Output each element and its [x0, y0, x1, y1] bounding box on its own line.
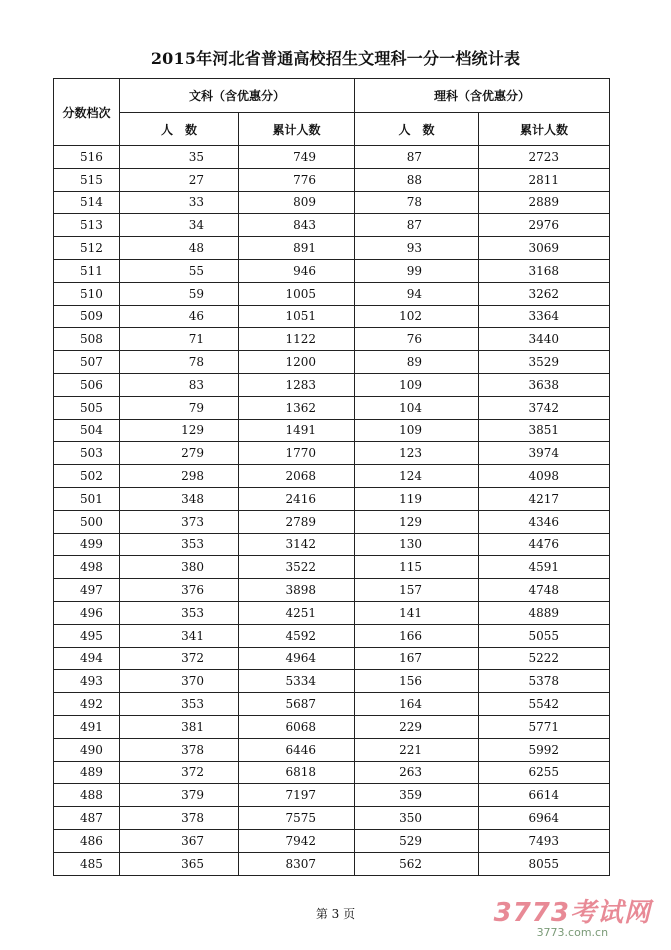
table-row — [54, 807, 610, 830]
like-cumulative-cell: 5222 — [479, 647, 610, 670]
like-cumulative-cell: 6964 — [479, 807, 610, 830]
like-count-cell: 562 — [355, 852, 479, 875]
score-cell: 505 — [54, 396, 120, 419]
like-cumulative-cell: 5542 — [479, 693, 610, 716]
like-cumulative-cell: 6614 — [479, 784, 610, 807]
table-row — [54, 693, 610, 716]
wenke-cumulative-cell: 4592 — [239, 624, 355, 647]
like-cumulative-cell: 3742 — [479, 396, 610, 419]
wenke-count-cell: 83 — [120, 373, 239, 396]
table-row — [54, 259, 610, 282]
header-wenke-cumulative: 累计人数 — [239, 113, 355, 146]
table-row — [54, 396, 610, 419]
wenke-count-cell: 376 — [120, 579, 239, 602]
like-count-cell: 87 — [355, 214, 479, 237]
like-count-cell: 123 — [355, 442, 479, 465]
table-row — [54, 146, 610, 169]
wenke-cumulative-cell: 4964 — [239, 647, 355, 670]
score-cell: 485 — [54, 852, 120, 875]
like-count-cell: 359 — [355, 784, 479, 807]
header-like-cumulative: 累计人数 — [479, 113, 610, 146]
wenke-count-cell: 46 — [120, 305, 239, 328]
wenke-count-cell: 341 — [120, 624, 239, 647]
like-count-cell: 141 — [355, 601, 479, 624]
wenke-count-cell: 79 — [120, 396, 239, 419]
wenke-count-cell: 35 — [120, 146, 239, 169]
wenke-count-cell: 33 — [120, 191, 239, 214]
wenke-cumulative-cell: 1200 — [239, 351, 355, 374]
site-watermark — [494, 892, 651, 939]
wenke-cumulative-cell: 7942 — [239, 829, 355, 852]
table-row — [54, 282, 610, 305]
wenke-cumulative-cell: 1051 — [239, 305, 355, 328]
like-cumulative-cell: 4591 — [479, 556, 610, 579]
score-cell: 490 — [54, 738, 120, 761]
wenke-cumulative-cell: 776 — [239, 168, 355, 191]
score-cell: 509 — [54, 305, 120, 328]
wenke-cumulative-cell: 6818 — [239, 761, 355, 784]
wenke-cumulative-cell: 809 — [239, 191, 355, 214]
score-cell: 487 — [54, 807, 120, 830]
like-count-cell: 99 — [355, 259, 479, 282]
wenke-count-cell: 380 — [120, 556, 239, 579]
like-count-cell: 166 — [355, 624, 479, 647]
watermark-logo: 3773考试网 — [493, 898, 651, 928]
like-cumulative-cell: 3851 — [479, 419, 610, 442]
like-count-cell: 93 — [355, 237, 479, 260]
like-count-cell: 78 — [355, 191, 479, 214]
wenke-cumulative-cell: 8307 — [239, 852, 355, 875]
header-wenke-group: 文科（含优惠分） — [120, 79, 355, 113]
wenke-count-cell: 71 — [120, 328, 239, 351]
score-cell: 502 — [54, 465, 120, 488]
like-count-cell: 102 — [355, 305, 479, 328]
like-cumulative-cell: 3638 — [479, 373, 610, 396]
like-cumulative-cell: 7493 — [479, 829, 610, 852]
like-count-cell: 229 — [355, 715, 479, 738]
table-row — [54, 533, 610, 556]
wenke-cumulative-cell: 2789 — [239, 510, 355, 533]
like-cumulative-cell: 2889 — [479, 191, 610, 214]
table-row — [54, 351, 610, 374]
table-row — [54, 191, 610, 214]
score-cell: 491 — [54, 715, 120, 738]
table-row — [54, 601, 610, 624]
like-count-cell: 221 — [355, 738, 479, 761]
table-row — [54, 829, 610, 852]
score-cell: 506 — [54, 373, 120, 396]
score-cell: 488 — [54, 784, 120, 807]
score-cell: 493 — [54, 670, 120, 693]
like-count-cell: 167 — [355, 647, 479, 670]
wenke-cumulative-cell: 3898 — [239, 579, 355, 602]
score-cell: 494 — [54, 647, 120, 670]
wenke-count-cell: 373 — [120, 510, 239, 533]
like-count-cell: 119 — [355, 487, 479, 510]
like-count-cell: 89 — [355, 351, 479, 374]
like-count-cell: 350 — [355, 807, 479, 830]
table-row — [54, 373, 610, 396]
wenke-cumulative-cell: 1122 — [239, 328, 355, 351]
like-cumulative-cell: 5992 — [479, 738, 610, 761]
wenke-count-cell: 55 — [120, 259, 239, 282]
like-cumulative-cell: 5771 — [479, 715, 610, 738]
score-cell: 496 — [54, 601, 120, 624]
score-cell: 504 — [54, 419, 120, 442]
wenke-count-cell: 48 — [120, 237, 239, 260]
wenke-count-cell: 379 — [120, 784, 239, 807]
table-row — [54, 465, 610, 488]
like-cumulative-cell: 3364 — [479, 305, 610, 328]
like-count-cell: 104 — [355, 396, 479, 419]
score-cell: 495 — [54, 624, 120, 647]
table-row — [54, 647, 610, 670]
like-count-cell: 115 — [355, 556, 479, 579]
table-row — [54, 670, 610, 693]
like-cumulative-cell: 2976 — [479, 214, 610, 237]
like-cumulative-cell: 4748 — [479, 579, 610, 602]
page-title: 2015年河北省普通高校招生文理科一分一档统计表 — [150, 49, 521, 68]
wenke-cumulative-cell: 6068 — [239, 715, 355, 738]
table-row — [54, 715, 610, 738]
table-row — [54, 305, 610, 328]
score-cell: 501 — [54, 487, 120, 510]
like-count-cell: 124 — [355, 465, 479, 488]
like-count-cell: 130 — [355, 533, 479, 556]
like-count-cell: 87 — [355, 146, 479, 169]
table-row — [54, 510, 610, 533]
like-cumulative-cell: 4889 — [479, 601, 610, 624]
table-body — [54, 146, 610, 876]
score-cell: 516 — [54, 146, 120, 169]
like-cumulative-cell: 2723 — [479, 146, 610, 169]
wenke-cumulative-cell: 1283 — [239, 373, 355, 396]
like-count-cell: 263 — [355, 761, 479, 784]
like-cumulative-cell: 5055 — [479, 624, 610, 647]
table-row — [54, 419, 610, 442]
score-cell: 513 — [54, 214, 120, 237]
wenke-cumulative-cell: 6446 — [239, 738, 355, 761]
score-cell: 486 — [54, 829, 120, 852]
score-cell: 507 — [54, 351, 120, 374]
like-cumulative-cell: 5378 — [479, 670, 610, 693]
score-cell: 503 — [54, 442, 120, 465]
table-row — [54, 784, 610, 807]
table-row — [54, 328, 610, 351]
wenke-count-cell: 59 — [120, 282, 239, 305]
like-count-cell: 109 — [355, 373, 479, 396]
wenke-cumulative-cell: 5334 — [239, 670, 355, 693]
wenke-cumulative-cell: 3522 — [239, 556, 355, 579]
like-cumulative-cell: 3974 — [479, 442, 610, 465]
like-cumulative-cell: 2811 — [479, 168, 610, 191]
wenke-count-cell: 353 — [120, 693, 239, 716]
wenke-count-cell: 370 — [120, 670, 239, 693]
wenke-cumulative-cell: 3142 — [239, 533, 355, 556]
wenke-cumulative-cell: 5687 — [239, 693, 355, 716]
table-row — [54, 556, 610, 579]
score-cell: 511 — [54, 259, 120, 282]
like-count-cell: 94 — [355, 282, 479, 305]
like-count-cell: 164 — [355, 693, 479, 716]
like-count-cell: 88 — [355, 168, 479, 191]
table-row — [54, 237, 610, 260]
wenke-count-cell: 353 — [120, 601, 239, 624]
score-cell: 489 — [54, 761, 120, 784]
wenke-cumulative-cell: 1770 — [239, 442, 355, 465]
like-count-cell: 157 — [355, 579, 479, 602]
score-cell: 500 — [54, 510, 120, 533]
table-row — [54, 487, 610, 510]
wenke-cumulative-cell: 749 — [239, 146, 355, 169]
wenke-cumulative-cell: 1362 — [239, 396, 355, 419]
wenke-count-cell: 279 — [120, 442, 239, 465]
wenke-count-cell: 348 — [120, 487, 239, 510]
wenke-cumulative-cell: 1491 — [239, 419, 355, 442]
watermark-url: 3773.com.cn — [536, 926, 609, 939]
wenke-cumulative-cell: 1005 — [239, 282, 355, 305]
wenke-count-cell: 381 — [120, 715, 239, 738]
table-row — [54, 624, 610, 647]
wenke-count-cell: 372 — [120, 761, 239, 784]
score-cell: 515 — [54, 168, 120, 191]
wenke-cumulative-cell: 4251 — [239, 601, 355, 624]
table-row — [54, 579, 610, 602]
header-wenke-count: 人 数 — [120, 113, 239, 146]
header-like-group: 理科（含优惠分） — [355, 79, 610, 113]
score-distribution-table — [53, 78, 610, 876]
wenke-cumulative-cell: 7197 — [239, 784, 355, 807]
score-cell: 508 — [54, 328, 120, 351]
table-row — [54, 442, 610, 465]
like-cumulative-cell: 3440 — [479, 328, 610, 351]
like-count-cell: 109 — [355, 419, 479, 442]
like-cumulative-cell: 4346 — [479, 510, 610, 533]
table-row — [54, 738, 610, 761]
wenke-count-cell: 378 — [120, 807, 239, 830]
score-cell: 510 — [54, 282, 120, 305]
like-count-cell: 529 — [355, 829, 479, 852]
header-score-column: 分数档次 — [54, 79, 120, 146]
page-number: 第 3 页 — [315, 907, 356, 921]
like-cumulative-cell: 8055 — [479, 852, 610, 875]
score-cell: 499 — [54, 533, 120, 556]
wenke-count-cell: 34 — [120, 214, 239, 237]
wenke-cumulative-cell: 891 — [239, 237, 355, 260]
like-cumulative-cell: 4476 — [479, 533, 610, 556]
score-cell: 498 — [54, 556, 120, 579]
like-cumulative-cell: 3529 — [479, 351, 610, 374]
wenke-cumulative-cell: 843 — [239, 214, 355, 237]
like-count-cell: 156 — [355, 670, 479, 693]
table-row — [54, 214, 610, 237]
wenke-count-cell: 129 — [120, 419, 239, 442]
like-cumulative-cell: 4098 — [479, 465, 610, 488]
wenke-count-cell: 78 — [120, 351, 239, 374]
table-row — [54, 761, 610, 784]
table-row — [54, 168, 610, 191]
wenke-count-cell: 365 — [120, 852, 239, 875]
like-cumulative-cell: 3168 — [479, 259, 610, 282]
wenke-cumulative-cell: 2416 — [239, 487, 355, 510]
score-cell: 512 — [54, 237, 120, 260]
wenke-count-cell: 367 — [120, 829, 239, 852]
header-like-count: 人 数 — [355, 113, 479, 146]
like-cumulative-cell: 4217 — [479, 487, 610, 510]
like-cumulative-cell: 3069 — [479, 237, 610, 260]
wenke-cumulative-cell: 946 — [239, 259, 355, 282]
wenke-cumulative-cell: 7575 — [239, 807, 355, 830]
wenke-count-cell: 27 — [120, 168, 239, 191]
like-cumulative-cell: 3262 — [479, 282, 610, 305]
table-row — [54, 852, 610, 875]
wenke-cumulative-cell: 2068 — [239, 465, 355, 488]
score-cell: 497 — [54, 579, 120, 602]
wenke-count-cell: 372 — [120, 647, 239, 670]
wenke-count-cell: 353 — [120, 533, 239, 556]
like-count-cell: 129 — [355, 510, 479, 533]
wenke-count-cell: 378 — [120, 738, 239, 761]
like-count-cell: 76 — [355, 328, 479, 351]
wenke-count-cell: 298 — [120, 465, 239, 488]
score-cell: 514 — [54, 191, 120, 214]
score-cell: 492 — [54, 693, 120, 716]
like-cumulative-cell: 6255 — [479, 761, 610, 784]
